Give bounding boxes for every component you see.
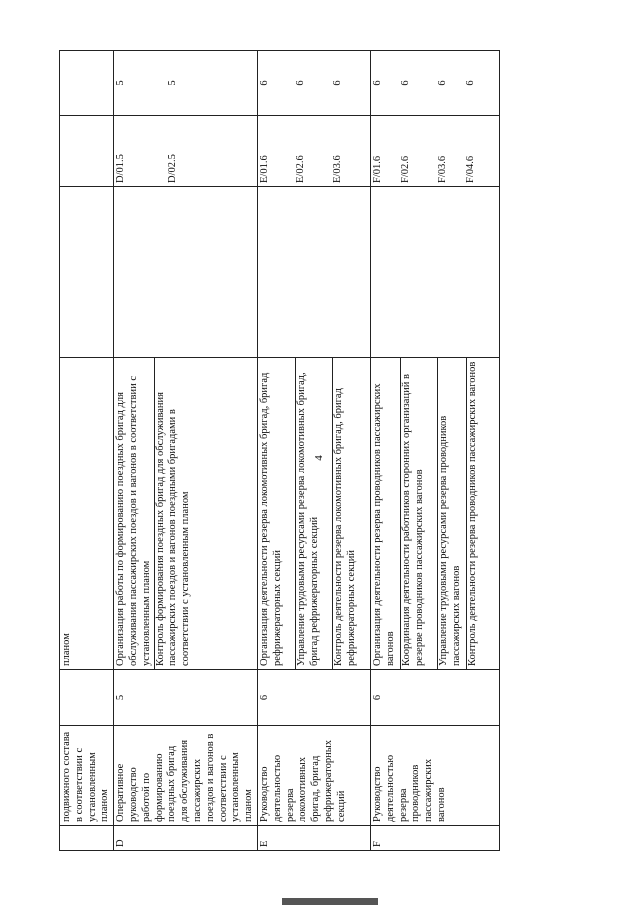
labor-code: E/02.6 (294, 155, 306, 183)
cell-labor-functions (257, 358, 370, 670)
labor-function-item: Контроль формирования поездных бригад для обслуживания пассажирских поездов и вагонов поездными бригадами в соответствии с установленным планом (154, 358, 193, 669)
cell-labor-code (60, 187, 114, 358)
cell-labor-functions (370, 358, 499, 670)
table-row-f (370, 51, 499, 851)
cell-level (60, 670, 114, 726)
table-row-e (257, 51, 370, 851)
labor-code: D/02.5 (167, 154, 179, 183)
cell-function-name: Руководство деятельностью резерва локомотивных бригад, бригад рефрижераторных секций (257, 726, 370, 826)
labor-function-item: Контроль деятельности резерва локомотивных бригад, бригад рефрижераторных секций (332, 358, 359, 669)
cell-function-name: Оперативное руководство работой по формированию поездных бригад для обслуживания пассажирских поездов и вагонов в соответствии с установленным планом (114, 726, 258, 826)
labor-level: 5 (167, 80, 179, 86)
cell-labor-levels (114, 51, 258, 116)
scan-edge-mark (282, 898, 378, 905)
labor-level: 6 (258, 80, 270, 86)
cell-function-name: подвижного состава в соответствии с установленным планом (60, 726, 114, 826)
cell-level: 6 (257, 670, 370, 726)
labor-function-item: Организация деятельности резерва локомотивных бригад, бригад рефрижераторных секций (258, 372, 283, 666)
labor-function-item: Организация работы по формированию поездных бригад для обслуживания пассажирских поездов и вагонов в соответствии с установленным планом (115, 375, 152, 666)
labor-level: 6 (331, 80, 343, 86)
labor-level: 6 (436, 80, 448, 86)
cell-labor-codes (114, 116, 258, 187)
table-row-d (114, 51, 258, 851)
cell-labor-level (60, 116, 114, 187)
labor-level: 6 (371, 80, 383, 86)
cell-level: 5 (114, 670, 258, 726)
labor-level: 6 (464, 80, 476, 86)
labor-function-item: Контроль деятельности резерва проводников пассажирских вагонов (466, 358, 480, 669)
cell-code: E (257, 826, 370, 851)
labor-code: E/03.6 (331, 155, 343, 183)
cell-labor-levels (370, 51, 499, 116)
labor-function-item: Управление трудовыми ресурсами резерва локомотивных бригад, бригад рефрижераторных секций (295, 358, 332, 669)
cell-labor-functions (114, 358, 258, 670)
table-row-continuation (60, 51, 114, 851)
labor-code: F/03.6 (436, 155, 448, 183)
labor-code: D/01.5 (115, 154, 127, 183)
cell-empty (114, 187, 258, 358)
rotated-table-container (59, 51, 478, 851)
labor-level: 6 (399, 80, 411, 86)
cell-empty (257, 187, 370, 358)
labor-level: 5 (115, 80, 127, 86)
cell-labor-codes (257, 116, 370, 187)
cell-code: D (114, 826, 258, 851)
labor-code: F/04.6 (464, 155, 476, 183)
labor-function-item: Координация деятельности работников сторонних организаций в резерве проводников пассажирских вагонов (400, 358, 437, 669)
cell-empty (370, 187, 499, 358)
labor-function-item: Управление трудовыми ресурсами резерва проводников пассажирских вагонов (437, 358, 466, 669)
labor-level: 6 (294, 80, 306, 86)
cell-code: F (370, 826, 499, 851)
cell-labor-function: планом (60, 358, 114, 670)
labor-code: E/01.6 (258, 155, 270, 183)
cell-labor-codes (370, 116, 499, 187)
labor-code: F/01.6 (371, 155, 383, 183)
cell-empty (60, 51, 114, 116)
functions-table (59, 50, 500, 851)
cell-function-name: Руководство деятельностью резерва проводников пассажирских вагонов (370, 726, 499, 826)
labor-function-item: Организация деятельности резерва проводников пассажирских вагонов (371, 383, 396, 666)
labor-code: F/02.6 (399, 155, 411, 183)
cell-labor-levels (257, 51, 370, 116)
cell-level: 6 (370, 670, 499, 726)
page-number: 4 (312, 455, 325, 461)
cell-code (60, 826, 114, 851)
